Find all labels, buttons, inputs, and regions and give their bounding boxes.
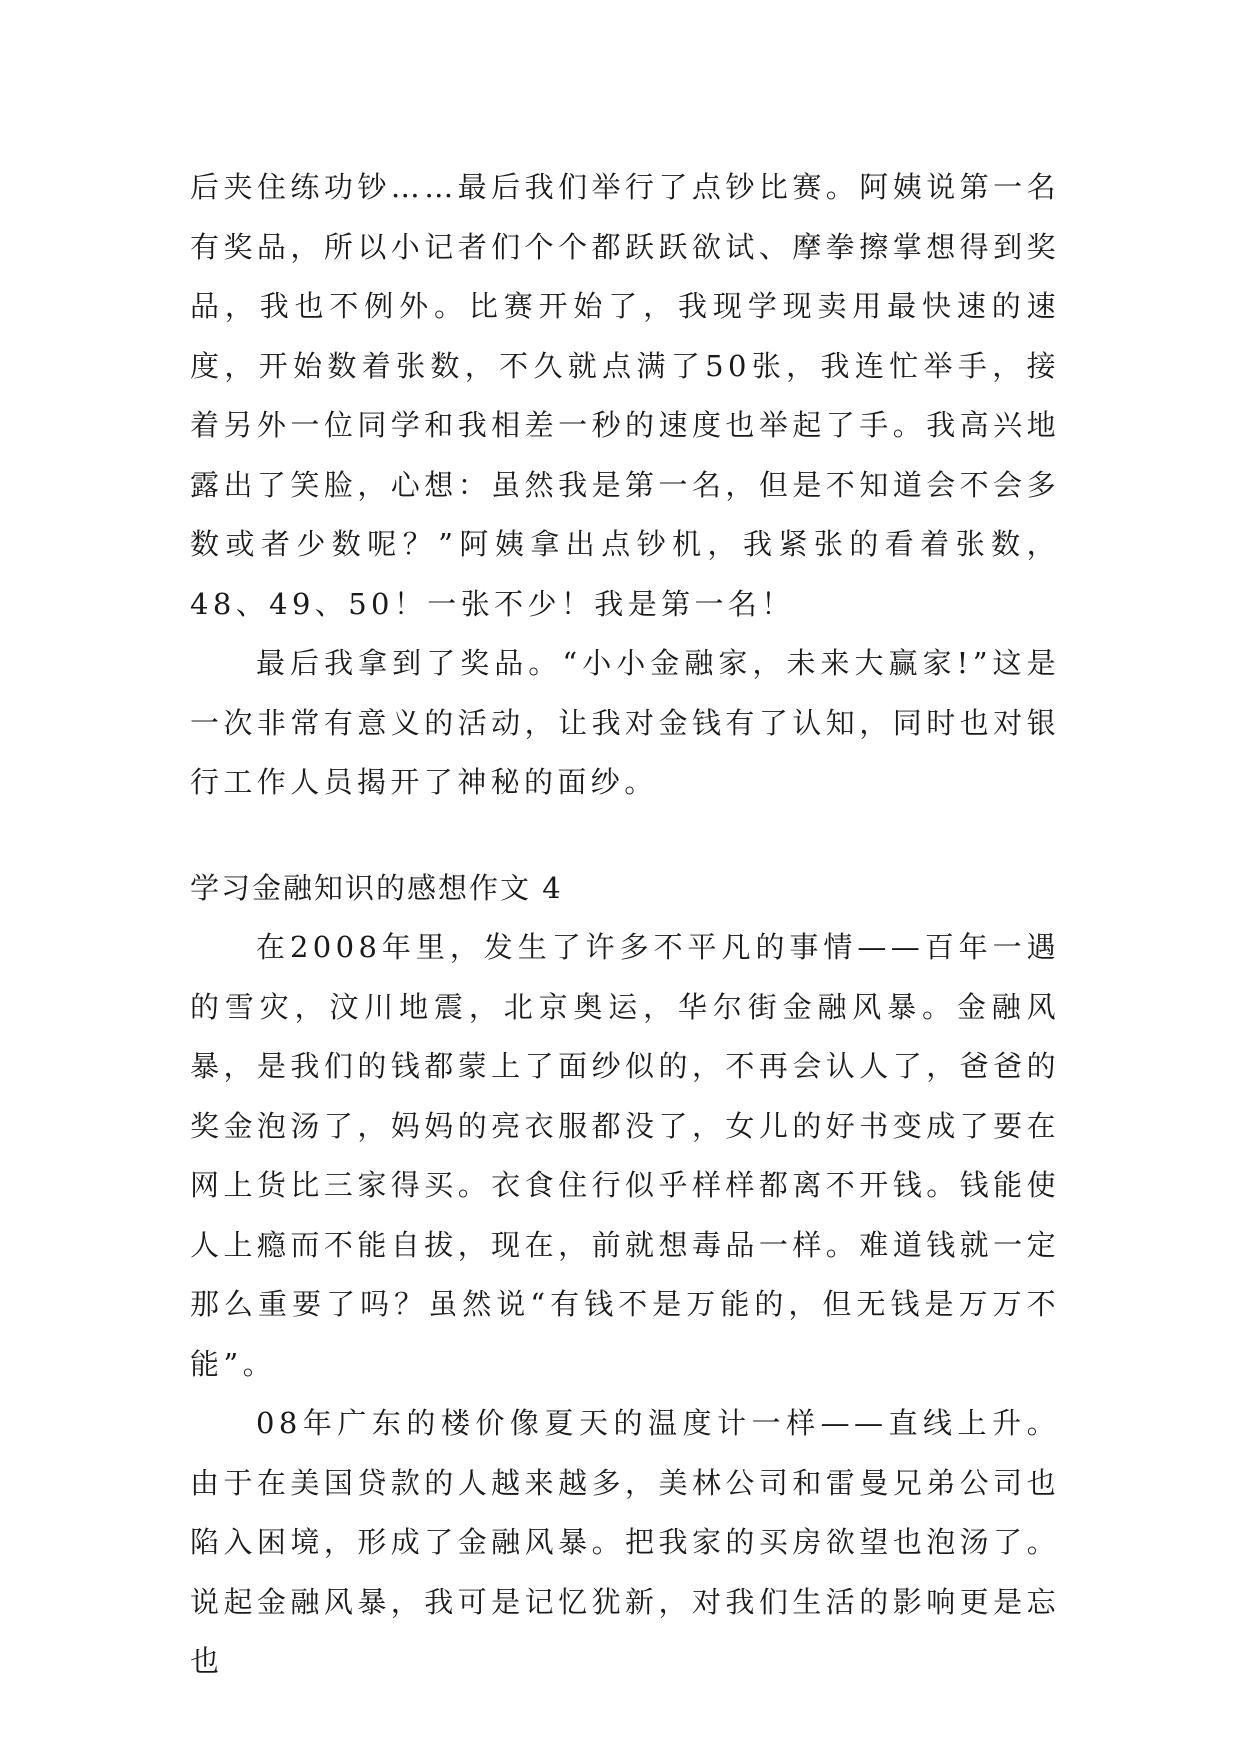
text-block-lower	[190, 918, 1060, 1692]
paragraph-2008: 在2008年里，发生了许多不平凡的事情——百年一遇的雪灾，汶川地震，北京奥运，华尔街金融风暴。金融风暴，是我们的钱都蒙上了面纱似的，不再会认人了，爸爸的奖金泡汤了，妈妈的亮衣服都没了，女儿的好书变成了要在网上货比三家得买。衣食住行似乎样样都离不开钱。钱能使人上瘾而不能自拔，现在，前就想毒品一样。难道钱就一定那么重要了吗？虽然说“有钱不是万能的，但无钱是万万不能”。	[190, 930, 1060, 1381]
paragraph-guangdong: 08年广东的楼价像夏天的温度计一样——直线上升。由于在美国贷款的人越来越多，美林公司和雷曼兄弟公司也陷入困境，形成了金融风暴。把我家的买房欲望也泡汤了。说起金融风暴，我可是记忆犹新，对我们生活的影响更是忘也	[190, 1406, 1060, 1678]
text-block-upper	[190, 158, 1060, 813]
section-title: 学习金融知识的感想作文 4	[190, 871, 563, 905]
paragraph-conclusion: 最后我拿到了奖品。“小小金融家，未来大赢家!”这是一次非常有意义的活动，让我对金钱有了认知，同时也对银行工作人员揭开了神秘的面纱。	[190, 646, 1060, 799]
paragraph-continued: 后夹住练功钞……最后我们举行了点钞比赛。阿姨说第一名有奖品，所以小记者们个个都跃跃欲试、摩拳擦掌想得到奖品，我也不例外。比赛开始了，我现学现卖用最快速的速度，开始数着张数，不久就点满了50张，我连忙举手，接着另外一位同学和我相差一秒的速度也举起了手。我高兴地露出了笑脸，心想：虽然我是第一名，但是不知道会不会多数或者少数呢？”阿姨拿出点钞机，我紧张的看着张数，48、49、50！一张不少！我是第一名！	[190, 170, 1060, 621]
